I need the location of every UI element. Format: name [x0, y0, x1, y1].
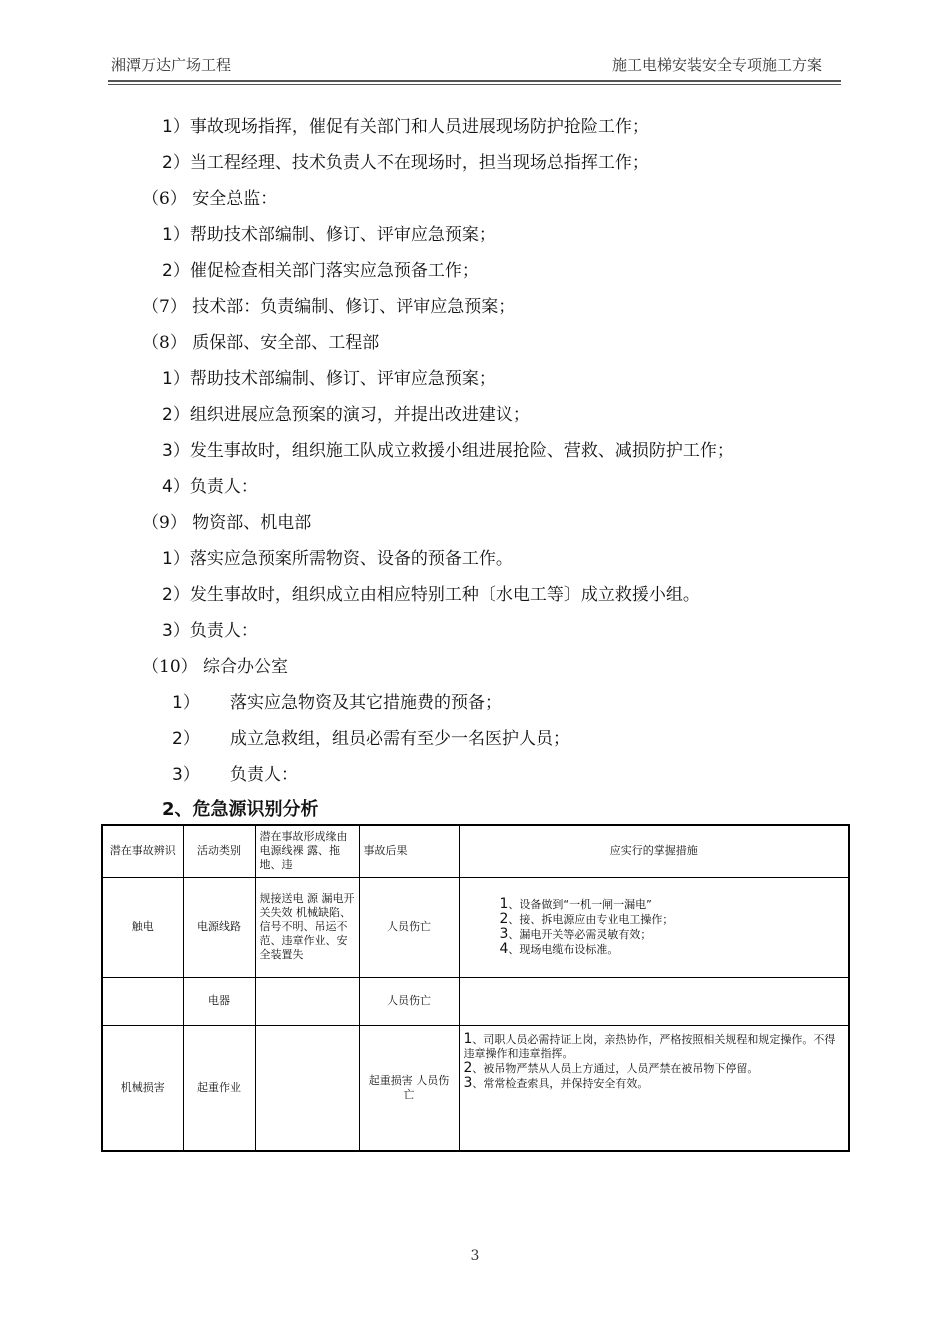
item-text: 当工程经理、技术负责人不在现场时，担当现场总指挥工作；: [189, 153, 649, 173]
measure-item: [500, 897, 845, 912]
table-header-cell: 潜在事故辨识: [102, 825, 183, 877]
item-number: 1）: [162, 549, 190, 569]
body-line: [162, 440, 734, 462]
header-right-title: 施工电梯安装安全专项施工方案: [611, 56, 822, 74]
item-number: 3）: [162, 621, 190, 641]
body-line: [162, 620, 258, 642]
item-text: （9） 物资部、机电部: [142, 513, 312, 533]
item-text: 组织进展应急预案的演习，并提出改进建议；: [189, 405, 530, 425]
measure-number: 1: [463, 1030, 473, 1047]
item-text: （10） 综合办公室: [142, 657, 289, 677]
body-line: [142, 296, 515, 318]
measure-text: 、设备做到“一机一闸一漏电”: [508, 898, 652, 911]
header-left-title: 湘潭万达广场工程: [111, 56, 232, 74]
measure-item: [500, 912, 845, 927]
cause-cell: [255, 977, 359, 1025]
measure-number: 2: [499, 911, 509, 927]
hazard-cell: 触电: [102, 877, 183, 977]
item-number: 2）: [162, 405, 190, 425]
item-number: 3）: [162, 441, 190, 461]
activity-cell: 电器: [183, 977, 255, 1025]
consequence-cell: 人员伤亡: [359, 977, 459, 1025]
item-text: 成立急救组，组员必需有至少一名医护人员；: [230, 729, 570, 749]
measure-number: 3: [499, 926, 509, 942]
activity-cell: 起重作业: [183, 1025, 255, 1151]
measure-text: 、常常检查索具，并保持安全有效。: [472, 1076, 649, 1090]
item-text: 帮助技术部编制、修订、评审应急预案；: [189, 369, 496, 389]
item-text: 负责人：: [189, 621, 258, 641]
hazard-cell: 机械损害: [102, 1025, 183, 1151]
item-text: 帮助技术部编制、修订、评审应急预案；: [189, 225, 496, 245]
item-number: 1）: [162, 117, 190, 137]
consequence-cell: 起重损害 人员伤亡: [359, 1025, 459, 1151]
body-line: [162, 224, 496, 246]
body-line: [162, 116, 649, 138]
item-number: 1）: [162, 225, 190, 245]
item-text: （8） 质保部、安全部、工程部: [142, 333, 380, 353]
header-divider: [108, 80, 841, 82]
item-number: 2）: [162, 153, 190, 173]
item-text: 落实应急物资及其它措施费的预备；: [230, 693, 502, 713]
measure-number: 3: [463, 1074, 473, 1091]
table-row: [102, 877, 849, 977]
measure-item: [500, 927, 845, 942]
item-text: 催促检查相关部门落实应急预备工作；: [189, 261, 479, 281]
measure-number: 4: [499, 941, 509, 957]
item-text: （7） 技术部：负责编制、修订、评审应急预案；: [142, 297, 516, 317]
body-line: [172, 692, 502, 714]
table-header-row: [102, 825, 849, 877]
measure-item: [500, 942, 845, 957]
body-line: [172, 764, 298, 786]
item-text: 事故现场指挥，催促有关部门和人员进展现场防护抢险工作；: [189, 117, 649, 137]
body-line: [162, 476, 258, 498]
measures-cell: [459, 877, 849, 977]
table-header-cell: 潜在事故形成缘由 电源线裸 露、拖地、违: [255, 825, 359, 877]
body-line: [142, 188, 277, 210]
item-number: 2）: [162, 585, 190, 605]
table-header-cell: 事故后果: [359, 825, 459, 877]
cause-cell: 规接送电 源 漏电开关失效 机械缺陷、信号不明、吊运不范、违章作业、安全装置失: [255, 877, 359, 977]
item-number: 2）: [172, 729, 200, 749]
hazard-cell: [102, 977, 183, 1025]
table-header-cell: 活动类别: [183, 825, 255, 877]
body-line: [162, 548, 513, 570]
item-number: 4）: [162, 477, 190, 497]
body-line: [142, 332, 379, 354]
body-line: [162, 584, 700, 606]
item-number: 1）: [162, 369, 190, 389]
body-line: [162, 152, 649, 174]
body-line: [172, 728, 570, 750]
measure-text: 、现场电缆布设标准。: [508, 943, 619, 956]
measure-text: 、漏电开关等必需灵敏有效；: [508, 928, 652, 941]
item-text: 负责人：: [230, 765, 298, 785]
item-number: 2）: [162, 261, 190, 281]
measure-number: 2: [463, 1059, 473, 1076]
consequence-cell: 人员伤亡: [359, 877, 459, 977]
measure-number: 1: [499, 896, 509, 912]
hazard-table: [101, 824, 850, 1152]
body-line: [162, 368, 496, 390]
item-number: 1）: [172, 693, 200, 713]
measure-text: 、接、拆电源应由专业电工操作；: [508, 913, 674, 926]
body-line: [162, 404, 530, 426]
item-text: 发生事故时，组织成立由相应特别工种〔水电工等〕成立救援小组。: [189, 585, 700, 605]
body-line: [162, 260, 479, 282]
measure-text: 、司职人员必需持证上岗，亲热协作，严格按照相关规程和规定操作。不得违章操作和违章指挥。: [463, 1032, 836, 1060]
item-text: 负责人：: [189, 477, 258, 497]
measure-item: [464, 1061, 845, 1076]
item-text: （6） 安全总监：: [142, 189, 278, 209]
item-text: 落实应急预案所需物资、设备的预备工作。: [189, 549, 513, 569]
item-number: 3）: [172, 765, 200, 785]
body-line: [142, 512, 311, 534]
cause-cell: [255, 1025, 359, 1151]
activity-cell: 电源线路: [183, 877, 255, 977]
measures-cell: [459, 977, 849, 1025]
measure-item: [464, 1032, 845, 1061]
table-header-cell: 应实行的掌握措施: [459, 825, 849, 877]
measure-item: [464, 1076, 845, 1091]
measures-cell: [459, 1025, 849, 1151]
section-title: 2、危急源识别分析: [162, 799, 319, 820]
item-text: 发生事故时，组织施工队成立救援小组进展抢险、营救、减损防护工作；: [189, 441, 734, 461]
table-row: [102, 1025, 849, 1151]
header-divider-thin: [108, 84, 841, 85]
page-number: 3: [470, 1248, 480, 1264]
table-row: [102, 977, 849, 1025]
body-line: [142, 656, 288, 678]
measure-text: 、被吊物严禁从人员上方通过，人员严禁在被吊物下停留。: [472, 1061, 759, 1075]
